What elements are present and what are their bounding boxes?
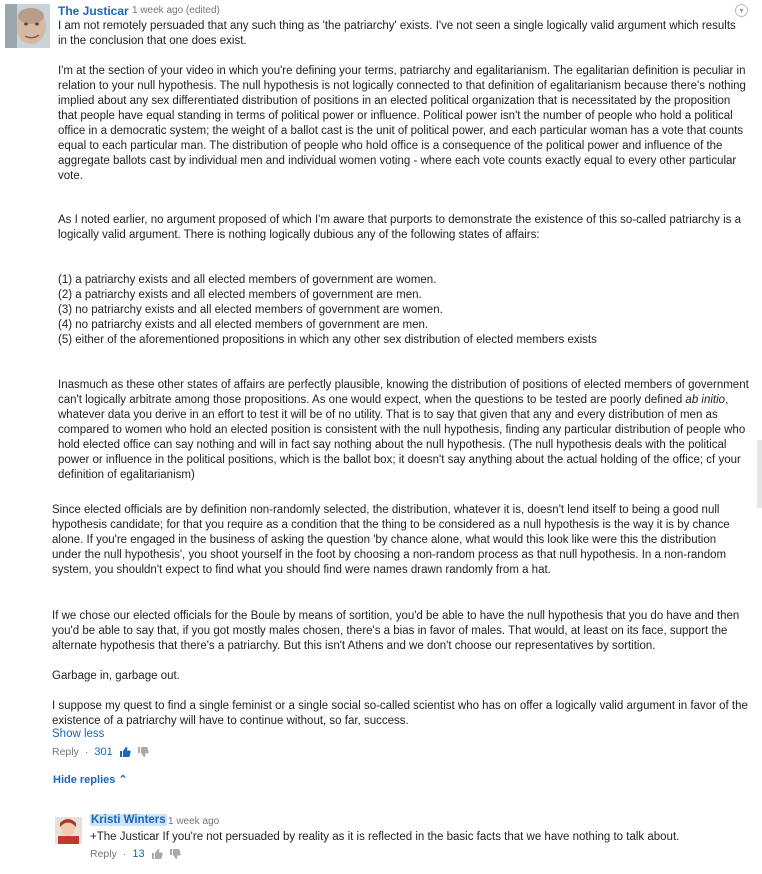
- reply-button[interactable]: Reply: [90, 848, 117, 860]
- like-count: 301: [94, 746, 113, 758]
- show-less-link[interactable]: Show less: [52, 728, 105, 740]
- separator: ·: [84, 746, 89, 758]
- comment-paragraph: As I noted earlier, no argument proposed of which I'm aware that purports to demonstrate the existence of this so-called patriarchy is a logically valid argument. There is nothing logically dubious any of the following states of affairs:: [58, 214, 745, 241]
- paragraph-text: Inasmuch as these other states of affairs are perfectly plausible, knowing the distribution of positions of elected members of government can't logically arbitrate among those propositions. As one would expect, when the questions to be tested are poorly defined: [58, 379, 753, 406]
- paragraph-text: , whatever data you derive in an effort to test it will be of no utility. That is to say that given that any and every distribution of men as compared to women who hold an elected position is consistent with the null hypothesis, finding any particular distribution of people who hold elected office can say nothing and will in fact say nothing about the null hypothesis. (The null hypothesis deals with the political power or influence in the political positions, which is the ballot box; it doesn't say anything about the actual holding of the office; cf your definition of egalitarianism): [58, 394, 749, 481]
- italic-text: ab initio: [685, 394, 726, 406]
- avatar[interactable]: [5, 4, 50, 48]
- reply-actions: [90, 848, 181, 860]
- comment-paragraph: If we chose our elected officials for the Boule by means of sortition, you'd be able to have the null hypothesis that you do have and then you'd be able to say that, if you got mostly males chosen, there's a bias in favor of males. That would, at least on its face, support the alternate hypothesis that there's a patriarchy. But this isn't Athens and we don't choose our representatives by sortition.: [52, 610, 743, 652]
- like-count: 13: [132, 848, 145, 860]
- chevron-up-icon: ⌃: [118, 774, 128, 786]
- comment-paragraph: Garbage in, garbage out.: [52, 670, 180, 682]
- comment-list: (1) a patriarchy exists and all elected members of government are women. (2) a patriarchy exists and all elected members of government are men. (3) no patriarchy exists and all elected members of government are women. (4) no patriarchy exists and all elected members of government are men. (5) either of the aforementioned propositions in which any other sex distribution of elected members exists: [58, 274, 597, 346]
- reply-text: +The Justicar If you're not persuaded by reality as it is reflected in the basic facts that we have nothing to talk about.: [90, 831, 680, 843]
- comment-paragraph: Since elected officials are by definition non-randomly selected, the distribution, whatever it is, doesn't lend itself to being a good null hypothesis candidate; for that you require as a condition that the thing to be considered as a null hypothesis is the way it is by chance alone. If you're engaged in the business of asking the question 'by chance alone, what would this look like were this the distribution under the null hypothesis', you shoot yourself in the foot by choosing a non-random process as that null hypothesis. In a non-random system, you shouldn't expect to find what you should find were names drawn randomly from a hat.: [52, 504, 733, 576]
- comment-paragraph: I am not remotely persuaded that any such thing as 'the patriarchy' exists. I've not seen a single logically valid argument which results in the conclusion that one does exist.: [58, 20, 739, 47]
- comment-paragraph: [58, 378, 753, 483]
- reply-avatar[interactable]: [55, 817, 82, 844]
- hide-replies-label: Hide replies: [53, 774, 116, 786]
- comment-author[interactable]: The Justicar: [58, 4, 129, 18]
- comment-paragraph: I'm at the section of your video in which you're defining your terms, patriarchy and egalitarianism. The egalitarian definition is peculiar in relation to your null hypothesis. The null hypothesis is not logically connected to that definition of egalitarianism because there's nothing implied about any sex differentiated distribution of positions in an elected political organization that is necessitated by the proposition that people have equal standing in terms of political power or influence. Political power isn't the number of people who hold a political office in a democratic system; the weight of a ballot cast is the unit of political power, and each particular woman has a vote that counts equal to each particular man. The distribution of people who hold office is a consequence of the political power and influence of the aggregate ballots cast by individual men and individual women voting - where each vote counts exactly equal to every other particular vote.: [58, 65, 750, 182]
- comment-actions: [52, 746, 149, 758]
- comment-paragraph: I suppose my quest to find a single feminist or a single social so-called scientist who has on offer a logically valid argument in favor of the existence of a patriarchy will have to continue without, so far, success.: [52, 700, 752, 727]
- thumbs-down-icon[interactable]: [137, 746, 149, 758]
- thumbs-up-icon[interactable]: [151, 848, 163, 860]
- scrollbar[interactable]: [757, 440, 762, 508]
- reply-author[interactable]: Kristi Winters: [91, 814, 166, 826]
- thumbs-down-icon[interactable]: [169, 848, 181, 860]
- reply-time[interactable]: 1 week ago: [168, 816, 220, 827]
- comment-menu-icon[interactable]: ▾: [735, 4, 748, 17]
- comment-time[interactable]: 1 week ago (edited): [132, 5, 220, 16]
- hide-replies-button[interactable]: [53, 773, 128, 786]
- thumbs-up-icon[interactable]: [119, 746, 131, 758]
- reply-button[interactable]: Reply: [52, 746, 79, 758]
- separator: ·: [122, 848, 127, 860]
